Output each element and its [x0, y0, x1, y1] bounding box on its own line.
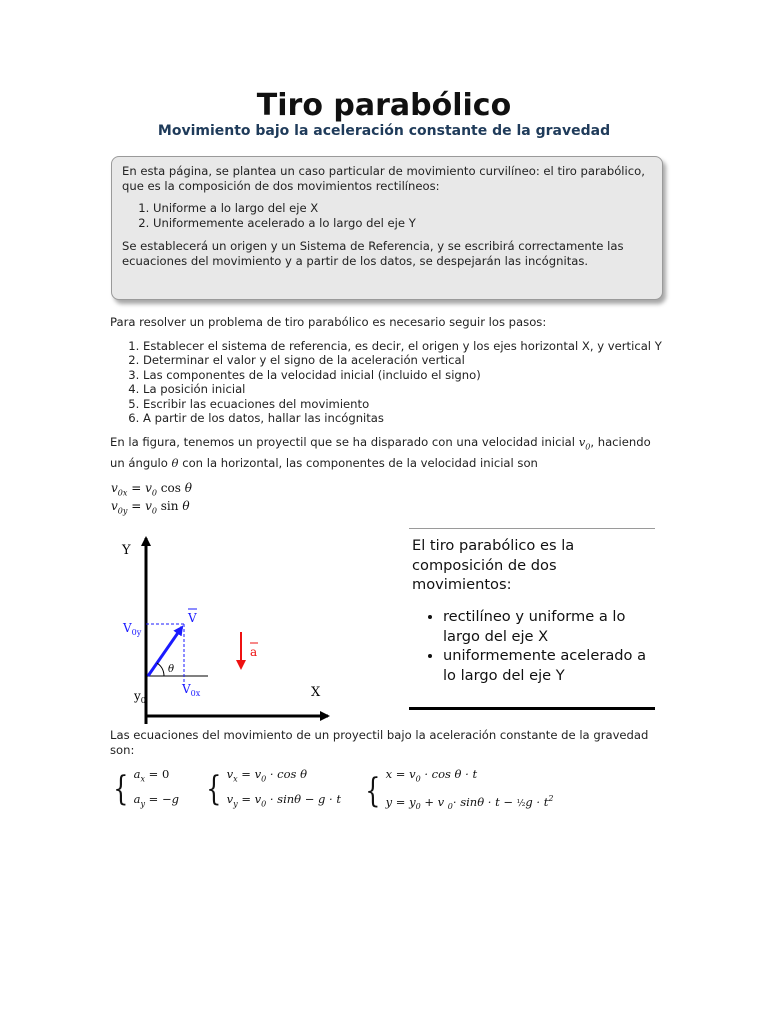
step-item: 6. A partir de los datos, hallar las incógnitas — [143, 411, 683, 425]
v0y-label-sub: 0y — [131, 628, 142, 637]
eq-rhs: + v — [420, 795, 448, 810]
figure-text-part1: En la figura, tenemos un proyectil que se ha disparado con una velocidad inicial — [110, 435, 579, 449]
figure-description — [110, 434, 660, 472]
theta-symbol: θ — [171, 456, 179, 471]
step-item: 1. Establecer el sistema de referencia, es decir, el origen y los ejes horizontal X, y vertical Y — [143, 339, 683, 353]
v0x-label-main: V — [182, 682, 191, 696]
eq-symbol: v — [226, 792, 234, 807]
equation-vy — [227, 789, 341, 814]
intro-list-item: 1. Uniforme a lo largo del eje X — [153, 201, 652, 216]
eq-rhs: · cos θ — [266, 767, 308, 781]
v0y-label-main: V — [123, 621, 132, 635]
brace-icon: { — [113, 769, 129, 810]
equations-intro: Las ecuaciones del movimiento de un proyectil bajo la aceleración constante de la gravedad son: — [110, 728, 649, 757]
eq-rhs: g · t — [525, 795, 549, 810]
y0-label-sub: 0 — [140, 696, 146, 705]
a-label: a — [250, 645, 258, 659]
equation-ay — [134, 789, 179, 814]
y0-label-main: y — [134, 689, 141, 703]
equation-v0y — [111, 499, 190, 515]
eq-subscript: 0 — [447, 802, 453, 812]
eq-symbol: v — [145, 499, 152, 513]
equation-v0x — [111, 481, 192, 497]
v0x-label-sub: 0x — [190, 689, 201, 698]
eq-superscript: 2 — [548, 794, 554, 804]
equation-ax — [134, 764, 179, 789]
eq-subscript: x — [140, 774, 146, 784]
step-item: 2. Determinar el valor y el signo de la aceleración vertical — [143, 353, 683, 367]
x-axis-label: X — [311, 685, 321, 700]
eq-subscript: y — [140, 799, 146, 809]
eq-symbol: v — [226, 767, 234, 781]
intro-paragraph-1: En esta página, se plantea un caso particular de movimiento curvilíneo: el tiro parabólico, que es la composición de dos movimientos rectilíneos: — [122, 164, 645, 193]
eq-lhs: y = y — [385, 795, 416, 810]
projectile-figure — [108, 530, 340, 730]
summary-lead: El tiro parabólico es la composición de dos movimientos: — [412, 537, 575, 593]
eq-rhs: = v — [237, 792, 262, 807]
y-axis-label: Y — [122, 543, 131, 558]
position-system — [362, 764, 553, 817]
summary-item: • rectilíneo y uniforme a lo largo del eje X — [443, 607, 655, 646]
brace-icon: { — [206, 769, 222, 810]
angle-label: θ — [168, 664, 175, 675]
brace-icon: { — [365, 770, 381, 811]
eq-function: sin — [156, 499, 183, 513]
eq-lhs: x = v — [385, 767, 416, 781]
eq-subscript: 0y — [117, 506, 128, 516]
eq-symbol: v — [111, 481, 118, 495]
eq-rhs: · sinθ − g · t — [266, 792, 341, 807]
v0x-label — [181, 682, 201, 698]
eq-symbol: θ — [184, 481, 192, 495]
intro-box — [111, 156, 663, 300]
eq-subscript: 0 — [415, 774, 421, 784]
eq-subscript: 0x — [117, 488, 128, 498]
figure-text-part3: con la horizontal, las componentes de la velocidad inicial son — [178, 456, 538, 471]
eq-subscript: 0 — [415, 802, 421, 812]
equation-x — [386, 764, 554, 789]
page-subtitle: Movimiento bajo la aceleración constante de la gravedad — [157, 123, 611, 139]
eq-symbol: v — [111, 499, 118, 513]
eq-fraction: ½ — [516, 799, 526, 810]
eq-operator: = — [127, 499, 146, 513]
step-item: 5. Escribir las ecuaciones del movimiento — [143, 397, 683, 411]
eq-symbol: a — [133, 767, 141, 781]
eq-symbol: v — [145, 481, 152, 495]
v0y-label — [122, 621, 142, 637]
v0-subscript: 0 — [585, 442, 591, 452]
velocity-system — [203, 764, 341, 815]
eq-rhs: · sinθ · t − — [452, 795, 517, 810]
steps-intro: Para resolver un problema de tiro parabólico es necesario seguir los pasos: — [110, 315, 547, 329]
step-item: 3. Las componentes de la velocidad inicial (incluido el signo) — [143, 368, 683, 382]
intro-list — [122, 201, 652, 230]
eq-symbol: θ — [182, 499, 190, 513]
v0-symbol: v — [578, 435, 586, 449]
summary-panel — [409, 528, 655, 710]
velocity-vector — [148, 627, 182, 676]
eq-subscript: x — [233, 774, 238, 784]
y0-label — [133, 689, 146, 705]
equation-vx — [227, 764, 341, 789]
intro-list-item: 2. Uniformemente acelerado a lo largo del eje Y — [153, 216, 652, 231]
eq-rhs: = 0 — [145, 767, 170, 781]
eq-subscript: y — [233, 799, 238, 809]
steps-list — [110, 339, 683, 425]
eq-subscript: 0 — [261, 774, 267, 784]
eq-function: cos — [156, 481, 185, 495]
eq-subscript: 0 — [261, 799, 267, 809]
angle-arc — [157, 663, 164, 676]
summary-item: • uniformemente acelerado a lo largo del eje Y — [443, 646, 655, 685]
page-title: Tiro parabólico — [256, 88, 512, 123]
eq-operator: = — [127, 481, 146, 495]
step-item: 4. La posición inicial — [143, 382, 683, 396]
eq-rhs: = v — [237, 767, 262, 781]
eq-subscript: 0 — [151, 488, 157, 498]
eq-symbol: a — [133, 792, 141, 807]
v-label: V — [188, 611, 197, 625]
eq-subscript: 0 — [151, 506, 157, 516]
figure-text-part2: , haciendo un ángulo — [110, 435, 651, 471]
acceleration-system — [110, 764, 179, 815]
summary-list — [409, 607, 655, 685]
intro-paragraph-2: Se establecerá un origen y un Sistema de Referencia, y se escribirá correctamente las ecuaciones del movimiento y a partir de los datos, se despejarán las incógnitas. — [122, 239, 624, 268]
eq-rhs: = −g — [145, 792, 179, 807]
eq-rhs: · cos θ · t — [420, 767, 478, 781]
equation-y — [386, 789, 554, 817]
